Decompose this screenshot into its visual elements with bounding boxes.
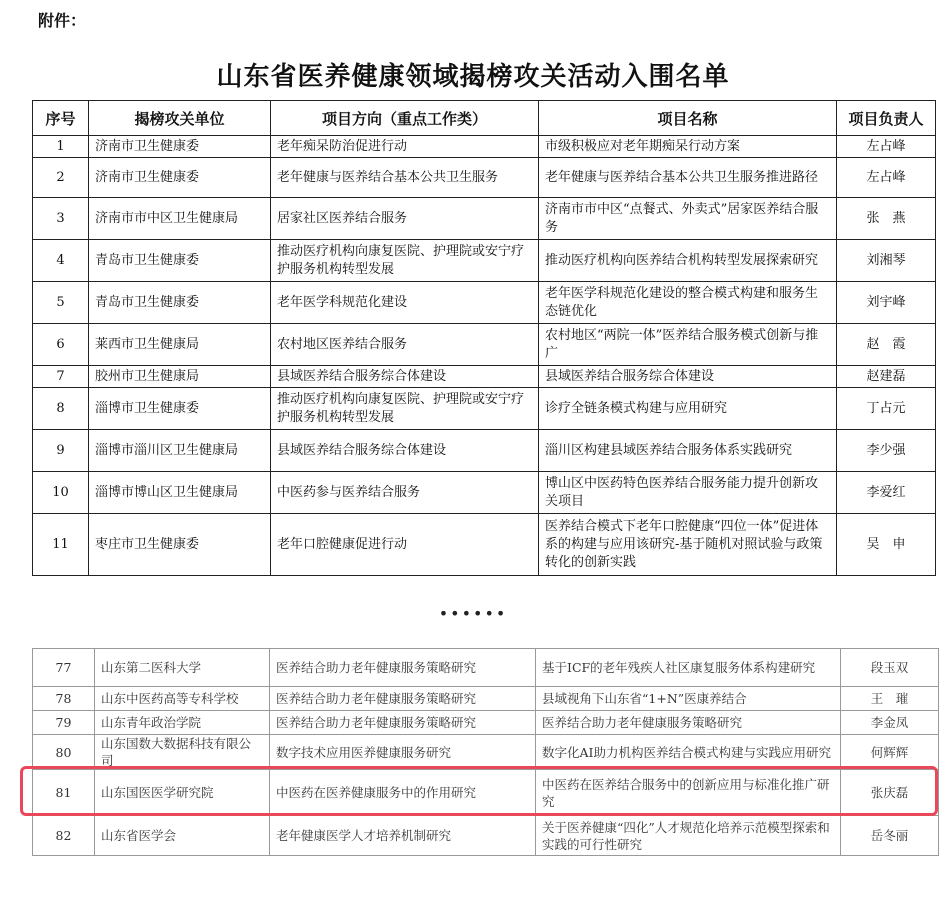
row-project-name: 市级积极应对老年期痴呆行动方案 bbox=[539, 136, 837, 158]
row-unit: 山东省医学会 bbox=[95, 816, 270, 856]
table-row bbox=[33, 430, 936, 472]
row-number: 79 bbox=[33, 711, 95, 735]
table-row bbox=[33, 198, 936, 240]
row-direction: 老年口腔健康促进行动 bbox=[271, 514, 539, 576]
table-row bbox=[33, 687, 939, 711]
row-number: 1 bbox=[33, 136, 89, 158]
row-leader: 岳冬丽 bbox=[841, 816, 939, 856]
row-leader: 丁占元 bbox=[837, 388, 936, 430]
row-direction: 推动医疗机构向康复医院、护理院或安宁疗护服务机构转型发展 bbox=[271, 388, 539, 430]
table-row bbox=[33, 472, 936, 514]
header-leader: 项目负责人 bbox=[837, 101, 936, 136]
row-unit: 青岛市卫生健康委 bbox=[89, 282, 271, 324]
row-project-name: 济南市市中区“点餐式、外卖式”居家医养结合服务 bbox=[539, 198, 837, 240]
row-number: 9 bbox=[33, 430, 89, 472]
row-project-name: 农村地区“两院一体”医养结合服务模式创新与推广 bbox=[539, 324, 837, 366]
table-row bbox=[33, 324, 936, 366]
row-unit: 济南市卫生健康委 bbox=[89, 158, 271, 198]
row-direction: 县域医养结合服务综合体建设 bbox=[271, 366, 539, 388]
table-row bbox=[33, 282, 936, 324]
row-unit: 枣庄市卫生健康委 bbox=[89, 514, 271, 576]
highlight-box bbox=[20, 766, 938, 816]
row-direction: 农村地区医养结合服务 bbox=[271, 324, 539, 366]
row-direction: 县域医养结合服务综合体建设 bbox=[271, 430, 539, 472]
row-number: 5 bbox=[33, 282, 89, 324]
row-number: 8 bbox=[33, 388, 89, 430]
page-title: 山东省医养健康领域揭榜攻关活动入围名单 bbox=[216, 62, 730, 92]
row-leader: 李金凤 bbox=[841, 711, 939, 735]
row-number: 3 bbox=[33, 198, 89, 240]
row-leader: 段玉双 bbox=[841, 649, 939, 687]
row-direction: 数字技术应用医养健康服务研究 bbox=[270, 735, 536, 770]
row-direction: 医养结合助力老年健康服务策略研究 bbox=[270, 687, 536, 711]
row-leader: 张庆磊 bbox=[841, 770, 939, 816]
candidate-table-top bbox=[32, 100, 936, 576]
row-unit: 莱西市卫生健康局 bbox=[89, 324, 271, 366]
row-direction: 老年医学科规范化建设 bbox=[271, 282, 539, 324]
row-direction: 中医药在医养健康服务中的作用研究 bbox=[270, 770, 536, 816]
row-number: 7 bbox=[33, 366, 89, 388]
header-direction: 项目方向（重点工作类） bbox=[271, 101, 539, 136]
row-unit: 青岛市卫生健康委 bbox=[89, 240, 271, 282]
row-number: 6 bbox=[33, 324, 89, 366]
row-project-name: 博山区中医药特色医养结合服务能力提升创新攻关项目 bbox=[539, 472, 837, 514]
row-direction: 居家社区医养结合服务 bbox=[271, 198, 539, 240]
row-leader: 何辉辉 bbox=[841, 735, 939, 770]
row-number: 81 bbox=[33, 770, 95, 816]
row-unit: 山东青年政治学院 bbox=[95, 711, 270, 735]
row-project-name: 医养结合助力老年健康服务策略研究 bbox=[536, 711, 841, 735]
row-direction: 老年痴呆防治促进行动 bbox=[271, 136, 539, 158]
table-row bbox=[33, 158, 936, 198]
table-row bbox=[33, 514, 936, 576]
header-unit: 揭榜攻关单位 bbox=[89, 101, 271, 136]
table-row bbox=[33, 649, 939, 687]
row-unit: 山东中医药高等专科学校 bbox=[95, 687, 270, 711]
row-leader: 张 燕 bbox=[837, 198, 936, 240]
row-leader: 刘湘琴 bbox=[837, 240, 936, 282]
table-row bbox=[33, 735, 939, 770]
row-direction: 医养结合助力老年健康服务策略研究 bbox=[270, 711, 536, 735]
row-number: 80 bbox=[33, 735, 95, 770]
row-project-name: 县域视角下山东省“1+N”医康养结合 bbox=[536, 687, 841, 711]
row-unit: 淄博市淄川区卫生健康局 bbox=[89, 430, 271, 472]
row-number: 77 bbox=[33, 649, 95, 687]
ellipsis-separator: •••••• bbox=[438, 604, 508, 623]
table-row bbox=[33, 136, 936, 158]
row-project-name: 诊疗全链条模式构建与应用研究 bbox=[539, 388, 837, 430]
row-leader: 赵建磊 bbox=[837, 366, 936, 388]
row-leader: 左占峰 bbox=[837, 136, 936, 158]
row-project-name: 老年医学科规范化建设的整合模式构建和服务生态链优化 bbox=[539, 282, 837, 324]
row-unit: 胶州市卫生健康局 bbox=[89, 366, 271, 388]
row-unit: 淄博市博山区卫生健康局 bbox=[89, 472, 271, 514]
row-project-name: 县域医养结合服务综合体建设 bbox=[539, 366, 837, 388]
row-project-name: 中医药在医养结合服务中的创新应用与标准化推广研究 bbox=[536, 770, 841, 816]
table-row bbox=[33, 366, 936, 388]
row-direction: 中医药参与医养结合服务 bbox=[271, 472, 539, 514]
row-project-name: 数字化AI助力机构医养结合模式构建与实践应用研究 bbox=[536, 735, 841, 770]
row-project-name: 基于ICF的老年残疾人社区康复服务体系构建研究 bbox=[536, 649, 841, 687]
header-project-name: 项目名称 bbox=[539, 101, 837, 136]
row-project-name: 医养结合模式下老年口腔健康“四位一体”促进体系的构建与应用该研究-基于随机对照试验与政策转化的创新实践 bbox=[539, 514, 837, 576]
row-unit: 山东国医医学研究院 bbox=[95, 770, 270, 816]
table-row bbox=[33, 816, 939, 856]
row-number: 4 bbox=[33, 240, 89, 282]
row-number: 11 bbox=[33, 514, 89, 576]
table-header-row bbox=[33, 101, 936, 136]
candidate-table-bottom bbox=[32, 648, 939, 856]
row-project-name: 推动医疗机构向医养结合机构转型发展探索研究 bbox=[539, 240, 837, 282]
row-number: 78 bbox=[33, 687, 95, 711]
row-unit: 济南市市中区卫生健康局 bbox=[89, 198, 271, 240]
row-number: 82 bbox=[33, 816, 95, 856]
row-project-name: 关于医养健康“四化”人才规范化培养示范模型探索和实践的可行性研究 bbox=[536, 816, 841, 856]
row-leader: 刘宇峰 bbox=[837, 282, 936, 324]
row-direction: 老年健康与医养结合基本公共卫生服务 bbox=[271, 158, 539, 198]
row-leader: 吴 申 bbox=[837, 514, 936, 576]
row-number: 10 bbox=[33, 472, 89, 514]
row-project-name: 淄川区构建县域医养结合服务体系实践研究 bbox=[539, 430, 837, 472]
row-unit: 山东第二医科大学 bbox=[95, 649, 270, 687]
row-unit: 淄博市卫生健康委 bbox=[89, 388, 271, 430]
row-unit: 济南市卫生健康委 bbox=[89, 136, 271, 158]
row-leader: 王 璀 bbox=[841, 687, 939, 711]
attachment-label: 附件： bbox=[38, 11, 87, 30]
row-leader: 左占峰 bbox=[837, 158, 936, 198]
table-row bbox=[33, 711, 939, 735]
row-direction: 老年健康医学人才培养机制研究 bbox=[270, 816, 536, 856]
row-leader: 李少强 bbox=[837, 430, 936, 472]
row-project-name: 老年健康与医养结合基本公共卫生服务推进路径 bbox=[539, 158, 837, 198]
row-leader: 赵 霞 bbox=[837, 324, 936, 366]
row-number: 2 bbox=[33, 158, 89, 198]
row-unit: 山东国数大数据科技有限公司 bbox=[95, 735, 270, 770]
row-leader: 李爱红 bbox=[837, 472, 936, 514]
row-direction: 医养结合助力老年健康服务策略研究 bbox=[270, 649, 536, 687]
table-row bbox=[33, 240, 936, 282]
table-row bbox=[33, 388, 936, 430]
header-number: 序号 bbox=[33, 101, 89, 136]
row-direction: 推动医疗机构向康复医院、护理院或安宁疗护服务机构转型发展 bbox=[271, 240, 539, 282]
